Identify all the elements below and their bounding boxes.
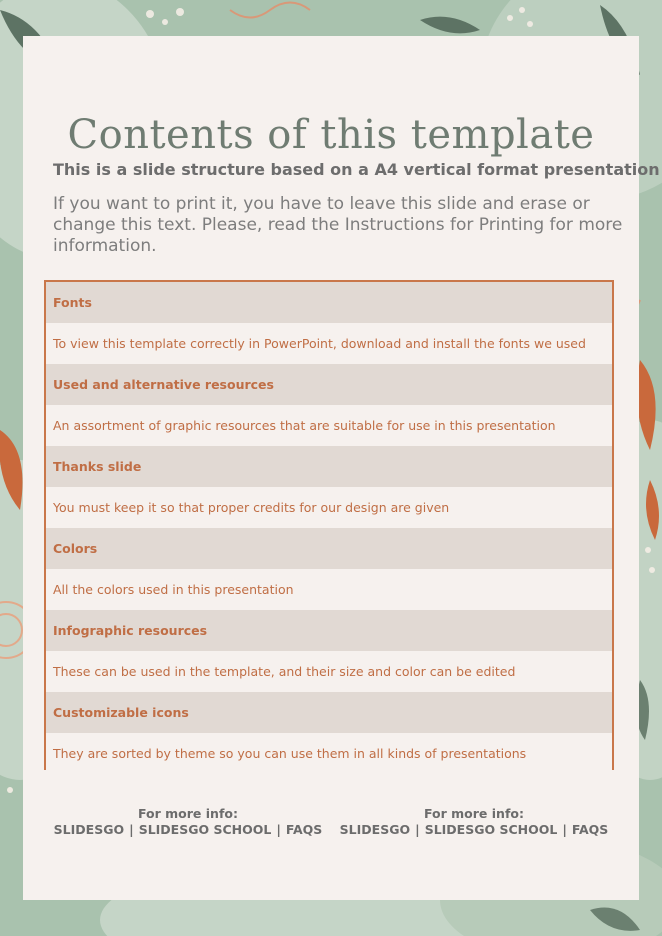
footer-link-slidesgo-school[interactable]: SLIDESGO SCHOOL xyxy=(424,822,558,837)
contents-table xyxy=(44,280,614,770)
footer-link-slidesgo-school[interactable]: SLIDESGO SCHOOL xyxy=(138,822,272,837)
table-row-description: To view this template correctly in PowerPoint, download and install the fonts we used xyxy=(46,323,612,364)
footer-separator: | xyxy=(562,822,567,837)
table-row-heading: Fonts xyxy=(46,282,612,323)
page-title: Contents of this template xyxy=(67,112,595,158)
footer-label: For more info: xyxy=(138,806,238,821)
footer-links xyxy=(38,822,338,838)
footer-link-slidesgo[interactable]: SLIDESGO xyxy=(53,822,125,837)
footer-separator: | xyxy=(276,822,281,837)
subtitle: This is a slide structure based on a A4 vertical format presentation xyxy=(53,160,660,179)
footer-label: For more info: xyxy=(424,806,524,821)
table-row-description: All the colors used in this presentation xyxy=(46,569,612,610)
table-row-description: They are sorted by theme so you can use them in all kinds of presentations xyxy=(46,733,612,774)
table-row-heading: Customizable icons xyxy=(46,692,612,733)
footer-info-right xyxy=(324,806,624,838)
table-row-heading: Colors xyxy=(46,528,612,569)
footer-link-slidesgo[interactable]: SLIDESGO xyxy=(339,822,411,837)
footer-link-faqs[interactable]: FAQS xyxy=(571,822,609,837)
footer-separator: | xyxy=(415,822,420,837)
table-row-heading: Infographic resources xyxy=(46,610,612,651)
footer-separator: | xyxy=(129,822,134,837)
table-row-heading: Used and alternative resources xyxy=(46,364,612,405)
content-card xyxy=(23,36,660,900)
footer-links xyxy=(324,822,624,838)
body-text: If you want to print it, you have to leave this slide and erase or change this text. Please, read the Instructions for Printing for more information. xyxy=(53,194,623,256)
footer-link-faqs[interactable]: FAQS xyxy=(285,822,323,837)
table-row-heading: Thanks slide xyxy=(46,446,612,487)
table-row-description: These can be used in the template, and their size and color can be edited xyxy=(46,651,612,692)
table-row-description: An assortment of graphic resources that are suitable for use in this presentation xyxy=(46,405,612,446)
footer-info-left xyxy=(38,806,338,838)
table-row-description: You must keep it so that proper credits for our design are given xyxy=(46,487,612,528)
